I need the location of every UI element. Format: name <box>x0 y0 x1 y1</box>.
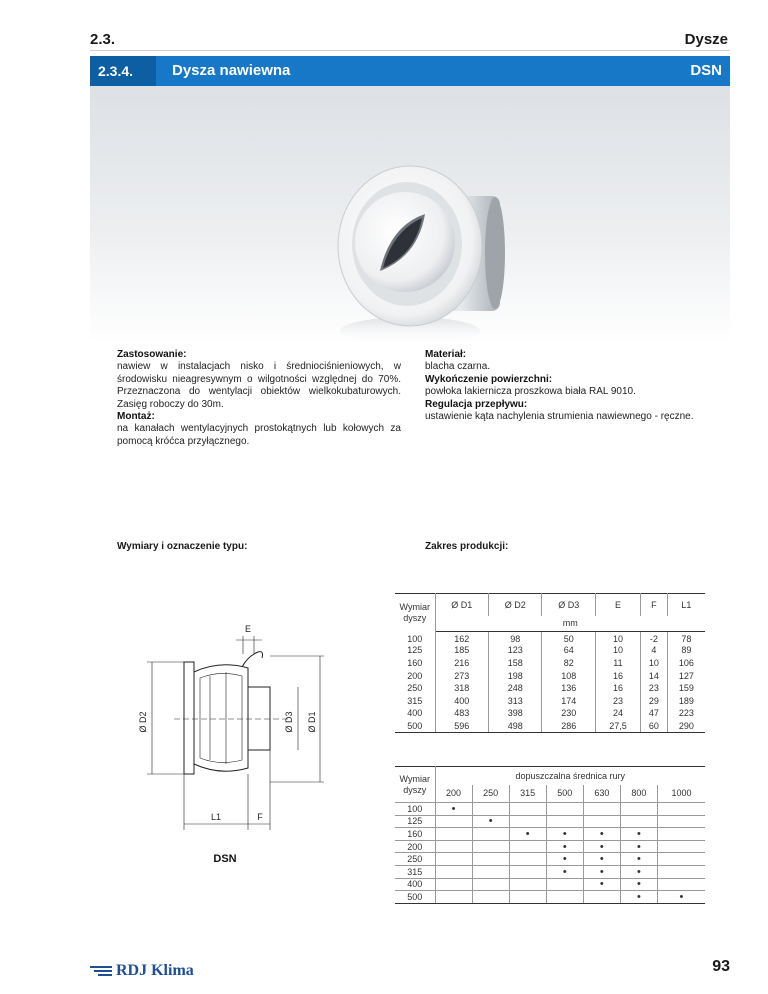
row-size: 400 <box>395 707 435 720</box>
table-cell <box>472 878 509 891</box>
material-text: blacha czarna. <box>425 361 491 373</box>
table-cell <box>583 815 620 828</box>
table-cell: 189 <box>678 695 694 706</box>
table-cell <box>472 840 509 853</box>
compatibility-dot: • <box>546 840 583 853</box>
table-cell: 11 <box>595 657 640 670</box>
product-name: Dysza nawiewna <box>172 62 291 79</box>
label-d1: Ø D1 <box>307 711 317 733</box>
table-cell: 24 <box>595 707 640 720</box>
logo-stripes-icon <box>90 966 112 976</box>
table-cell: 27,5 <box>595 720 640 733</box>
table-cell: 162 <box>435 632 488 645</box>
table-cell <box>657 865 705 878</box>
column-header: Ø D1 <box>435 594 488 616</box>
table-cell <box>620 815 657 828</box>
column-header: L1 <box>667 594 705 616</box>
unit-row <box>395 616 705 632</box>
table-cell <box>509 853 546 866</box>
column-header: 500 <box>546 785 583 803</box>
table-row <box>395 632 705 645</box>
table-cell: 248 <box>488 682 541 695</box>
table-row <box>395 694 705 707</box>
application-heading: Zastosowanie: <box>117 349 187 360</box>
row-size: 315 <box>395 865 435 878</box>
compatibility-dot: • <box>546 853 583 866</box>
column-header: Ø D2 <box>488 594 541 616</box>
compatibility-dot: • <box>620 828 657 841</box>
table-cell <box>546 815 583 828</box>
size-header: Wymiar dyszy <box>395 594 435 632</box>
size-header: Wymiar dyszy <box>395 767 435 803</box>
table-row <box>395 878 705 891</box>
table-cell: 23 <box>595 694 640 707</box>
table-cell <box>509 840 546 853</box>
table-cell: 10 <box>595 644 640 657</box>
table-row <box>395 644 705 657</box>
column-header: E <box>595 594 640 616</box>
column-header: 200 <box>435 785 472 803</box>
compatibility-dot: • <box>620 891 657 904</box>
column-header: 1000 <box>657 785 705 803</box>
table-cell: 159 <box>678 683 694 694</box>
row-size: 100 <box>395 803 435 816</box>
table-cell: 47 <box>640 707 667 720</box>
table-cell <box>472 865 509 878</box>
drawing-caption: DSN <box>213 853 237 865</box>
table-row <box>395 815 705 828</box>
row-size: 125 <box>395 815 435 828</box>
table-cell: 498 <box>488 720 541 733</box>
table-cell: 185 <box>435 644 488 657</box>
table-cell: 313 <box>488 694 541 707</box>
pipe-diameter-table <box>395 766 705 904</box>
column-header: 630 <box>583 785 620 803</box>
table-cell: 483 <box>435 707 488 720</box>
table-cell: 106 <box>678 657 694 668</box>
table-cell: 230 <box>542 707 595 720</box>
column-header: 315 <box>509 785 546 803</box>
table-cell: 198 <box>488 669 541 682</box>
table-cell <box>435 878 472 891</box>
table-cell: 4 <box>640 644 667 657</box>
table-cell: 98 <box>488 632 541 645</box>
table-cell: 286 <box>542 720 595 733</box>
row-size: 160 <box>395 657 435 670</box>
row-size: 400 <box>395 878 435 891</box>
mounting-heading: Montaż: <box>117 411 155 423</box>
table-cell: 400 <box>435 694 488 707</box>
table-cell: 14 <box>640 669 667 682</box>
table-row <box>395 891 705 904</box>
table-cell: 123 <box>488 644 541 657</box>
category-title: Dysze <box>684 31 728 48</box>
table-cell <box>657 828 705 841</box>
finish-text: powłoka lakiernicza proszkowa biała RAL 9010. <box>425 386 636 398</box>
table-cell: 158 <box>488 657 541 670</box>
finish-heading: Wykończenie powierzchni: <box>425 373 553 385</box>
compatibility-dot: • <box>583 878 620 891</box>
table-cell <box>657 878 705 891</box>
table-cell: 23 <box>640 682 667 695</box>
row-size: 125 <box>395 644 435 657</box>
table-cell: 64 <box>542 644 595 657</box>
table-cell <box>435 891 472 904</box>
table-cell <box>657 853 705 866</box>
table-cell: 29 <box>640 694 667 707</box>
table-row <box>395 865 705 878</box>
nozzle-photo <box>90 86 730 344</box>
table-cell <box>472 891 509 904</box>
table-cell <box>657 840 705 853</box>
table-cell <box>435 815 472 828</box>
label-l1: L1 <box>210 812 222 822</box>
row-size: 250 <box>395 682 435 695</box>
application-text: nawiew w instalacjach nisko i średniociśnieniowych, w środowisku nieagresywnym o wilgotności względnej do 70%. Przeznaczona do wentylacji obiektów wielkokubaturowych. Zasięg roboczy do 30m. <box>117 361 401 410</box>
compatibility-dot: • <box>546 865 583 878</box>
page-number: 93 <box>712 958 730 975</box>
table-cell <box>657 815 705 828</box>
table-cell <box>583 891 620 904</box>
table-cell: 136 <box>542 682 595 695</box>
table-header-row <box>395 594 705 616</box>
table-cell <box>546 891 583 904</box>
product-number: 2.3.4. <box>90 56 156 86</box>
flow-control-heading: Regulacja przepływu: <box>425 398 528 410</box>
table-row <box>395 657 705 670</box>
table-cell: 60 <box>640 720 667 733</box>
table-cell: 78 <box>681 634 692 645</box>
column-header: 800 <box>620 785 657 803</box>
table-cell <box>472 828 509 841</box>
mounting-text: na kanałach wentylacyjnych prostokątnych lub kołowych za pomocą króćca przyłącznego. <box>117 423 401 447</box>
compatibility-dot: • <box>620 865 657 878</box>
table-cell: -2 <box>640 632 667 645</box>
table-row <box>395 682 705 695</box>
product-title-bar <box>90 56 730 86</box>
compatibility-dot: • <box>583 828 620 841</box>
table-cell <box>509 803 546 816</box>
compatibility-dot: • <box>583 840 620 853</box>
table-row <box>395 669 705 682</box>
label-f: F <box>257 812 263 822</box>
compatibility-dot: • <box>620 853 657 866</box>
row-size: 200 <box>395 840 435 853</box>
table-cell: 127 <box>678 670 694 681</box>
table-cell <box>435 865 472 878</box>
table-cell: 290 <box>667 720 705 733</box>
table-cell: 216 <box>435 657 488 670</box>
compatibility-dot: • <box>620 840 657 853</box>
table-cell: 174 <box>542 694 595 707</box>
table-cell <box>435 840 472 853</box>
table-cell: 16 <box>595 682 640 695</box>
material-heading: Materiał: <box>425 349 467 360</box>
column-header: Ø D3 <box>542 594 595 616</box>
table-cell <box>546 878 583 891</box>
compatibility-dot: • <box>435 803 472 816</box>
brand-name: RDJ Klima <box>116 962 194 979</box>
product-code: DSN <box>690 62 722 79</box>
table-cell: 10 <box>595 632 640 645</box>
table-cell <box>620 803 657 816</box>
row-size: 160 <box>395 828 435 841</box>
table-cell <box>435 828 472 841</box>
group-header: dopuszczalna średnica rury <box>435 767 705 785</box>
brand-logo <box>90 962 194 980</box>
table-cell: 89 <box>681 645 692 656</box>
table-cell <box>546 803 583 816</box>
table-cell: 10 <box>640 657 667 670</box>
table-cell <box>472 803 509 816</box>
table-row <box>395 853 705 866</box>
unit-label: mm <box>435 616 705 632</box>
section-header <box>90 27 730 51</box>
table-header-row <box>395 767 705 785</box>
compatibility-dot: • <box>657 891 705 904</box>
technical-drawing <box>130 612 340 872</box>
label-d3: Ø D3 <box>284 711 294 733</box>
table-cell: 223 <box>678 708 694 719</box>
table-cell <box>472 853 509 866</box>
column-header-row <box>395 785 705 803</box>
section-number: 2.3. <box>90 31 116 48</box>
flow-control-text: ustawienie kąta nachylenia strumienia nawiewnego - ręczne. <box>425 411 694 423</box>
compatibility-dot: • <box>620 878 657 891</box>
table-row <box>395 720 705 733</box>
label-d2: Ø D2 <box>138 711 148 733</box>
table-cell: 50 <box>542 632 595 645</box>
description-left <box>117 349 401 448</box>
dimensions-table <box>395 593 705 733</box>
compatibility-dot: • <box>472 815 509 828</box>
dimensions-heading: Wymiary i oznaczenie typu: <box>117 541 248 552</box>
table-cell <box>509 865 546 878</box>
compatibility-dot: • <box>546 828 583 841</box>
label-e: E <box>244 624 252 634</box>
row-size: 500 <box>395 720 435 733</box>
column-header: 250 <box>472 785 509 803</box>
row-size: 200 <box>395 669 435 682</box>
row-size: 100 <box>395 632 435 645</box>
product-photo-area <box>90 86 730 344</box>
table-cell: 108 <box>542 669 595 682</box>
production-range-heading: Zakres produkcji: <box>425 541 509 552</box>
compatibility-dot: • <box>509 828 546 841</box>
table-cell: 596 <box>435 720 488 733</box>
compatibility-dot: • <box>583 853 620 866</box>
table-cell <box>657 803 705 816</box>
table-cell: 318 <box>435 682 488 695</box>
table-cell: 16 <box>595 669 640 682</box>
compatibility-dot: • <box>583 865 620 878</box>
description-right <box>425 349 725 423</box>
row-size: 315 <box>395 694 435 707</box>
table-cell <box>509 815 546 828</box>
row-size: 500 <box>395 891 435 904</box>
table-row <box>395 803 705 816</box>
row-size: 250 <box>395 853 435 866</box>
table-cell: 82 <box>542 657 595 670</box>
column-header: F <box>640 594 667 616</box>
table-cell <box>583 803 620 816</box>
table-cell: 273 <box>435 669 488 682</box>
table-cell: 398 <box>488 707 541 720</box>
table-row <box>395 828 705 841</box>
table-row <box>395 840 705 853</box>
table-cell <box>509 891 546 904</box>
table-cell <box>435 853 472 866</box>
table-cell <box>509 878 546 891</box>
table-row <box>395 707 705 720</box>
